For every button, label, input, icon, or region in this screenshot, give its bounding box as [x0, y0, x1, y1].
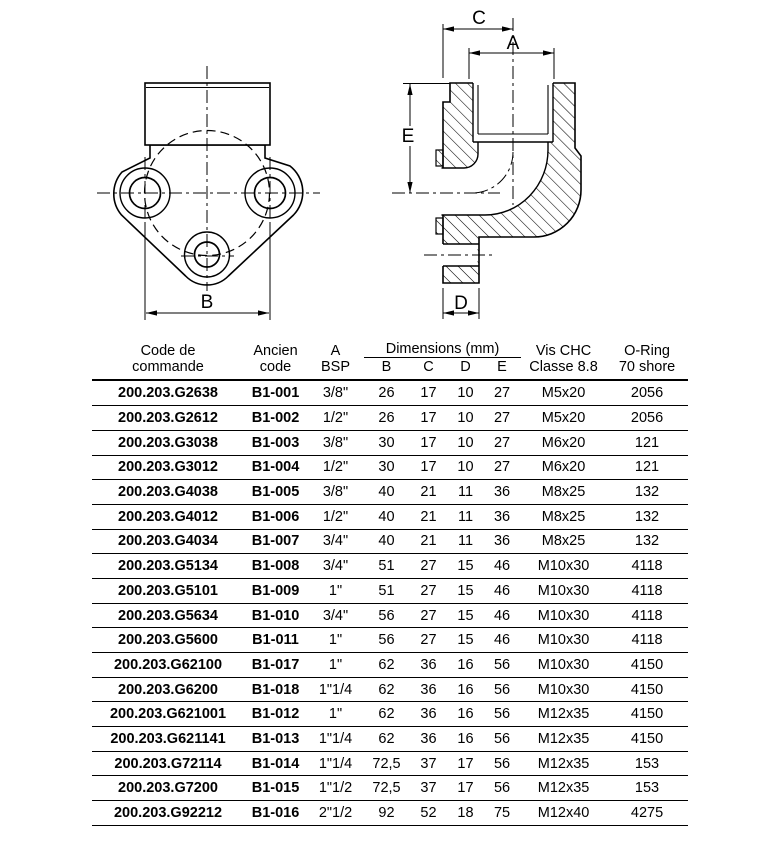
table-row — [92, 430, 688, 455]
table-cell: 11 — [448, 480, 483, 505]
table-cell: 21 — [409, 480, 448, 505]
table-cell: 200.203.G6200 — [92, 677, 244, 702]
table-cell: 3/8" — [307, 380, 364, 405]
table-cell: 132 — [606, 504, 688, 529]
table-cell: 3/8" — [307, 480, 364, 505]
oring-groove-lower — [436, 218, 443, 234]
table-row — [92, 529, 688, 554]
table-cell: 17 — [409, 430, 448, 455]
table-cell: 1" — [307, 628, 364, 653]
header-oring: O-Ring 70 shore — [606, 340, 688, 380]
table-cell: M5x20 — [521, 380, 606, 405]
table-cell: 62 — [364, 702, 409, 727]
table-cell: B1-007 — [244, 529, 307, 554]
table-cell: 27 — [483, 406, 521, 431]
table-cell: 200.203.G4034 — [92, 529, 244, 554]
table-cell: M10x30 — [521, 603, 606, 628]
table-header — [92, 340, 688, 380]
table-cell: 21 — [409, 529, 448, 554]
table-cell: M6x20 — [521, 455, 606, 480]
dim-label-a: A — [506, 33, 520, 54]
table-row — [92, 628, 688, 653]
table-cell: B1-018 — [244, 677, 307, 702]
table-cell: 1"1/4 — [307, 677, 364, 702]
table-cell: B1-015 — [244, 776, 307, 801]
table-cell: 200.203.G2638 — [92, 380, 244, 405]
table-cell: 200.203.G72114 — [92, 751, 244, 776]
table-cell: 10 — [448, 430, 483, 455]
table-cell: 40 — [364, 529, 409, 554]
table-row — [92, 801, 688, 826]
table-cell: 132 — [606, 529, 688, 554]
table-row — [92, 702, 688, 727]
table-cell: 46 — [483, 578, 521, 603]
table-cell: 16 — [448, 702, 483, 727]
table-row — [92, 677, 688, 702]
table-cell: 132 — [606, 480, 688, 505]
table-cell: 1" — [307, 702, 364, 727]
table-cell: 40 — [364, 504, 409, 529]
table-cell: 62 — [364, 653, 409, 678]
header-dim-e: E — [483, 358, 521, 381]
table-cell: 200.203.G621141 — [92, 727, 244, 752]
table-cell: 2056 — [606, 406, 688, 431]
table-cell: 17 — [448, 776, 483, 801]
table-row — [92, 776, 688, 801]
table-cell: 1" — [307, 578, 364, 603]
table-cell: 27 — [483, 430, 521, 455]
table-cell: 3/4" — [307, 554, 364, 579]
table-row — [92, 480, 688, 505]
table-cell: 56 — [364, 603, 409, 628]
table-cell: 200.203.G7200 — [92, 776, 244, 801]
table-cell: B1-014 — [244, 751, 307, 776]
dim-label-d: D — [454, 293, 468, 314]
table-cell: B1-002 — [244, 406, 307, 431]
table-cell: 27 — [409, 554, 448, 579]
table-cell: M5x20 — [521, 406, 606, 431]
dim-label-e: E — [401, 126, 415, 147]
table-cell: M8x25 — [521, 504, 606, 529]
table-cell: 27 — [409, 578, 448, 603]
header-code: Code de commande — [92, 340, 244, 380]
table-cell: M12x35 — [521, 751, 606, 776]
table-cell: 16 — [448, 727, 483, 752]
table-cell: 4118 — [606, 578, 688, 603]
table-cell: 4118 — [606, 628, 688, 653]
table-cell: 4118 — [606, 603, 688, 628]
table-cell: 26 — [364, 406, 409, 431]
table-cell: 200.203.G621001 — [92, 702, 244, 727]
table-cell: 36 — [483, 504, 521, 529]
table-cell: 18 — [448, 801, 483, 826]
table-cell: 3/4" — [307, 529, 364, 554]
table-cell: B1-016 — [244, 801, 307, 826]
table-cell: 4150 — [606, 702, 688, 727]
table-cell: 200.203.G5134 — [92, 554, 244, 579]
table-row — [92, 603, 688, 628]
table-row — [92, 751, 688, 776]
table-cell: M8x25 — [521, 529, 606, 554]
table-cell: 27 — [483, 380, 521, 405]
table-cell: 200.203.G5101 — [92, 578, 244, 603]
table-cell: 17 — [448, 751, 483, 776]
table-cell: 16 — [448, 653, 483, 678]
table-cell: M12x40 — [521, 801, 606, 826]
table-row — [92, 380, 688, 405]
table-cell: 37 — [409, 751, 448, 776]
table-cell: B1-001 — [244, 380, 307, 405]
table-cell: 153 — [606, 751, 688, 776]
table-cell: 3/4" — [307, 603, 364, 628]
table-cell: M10x30 — [521, 677, 606, 702]
table-cell: 37 — [409, 776, 448, 801]
table-cell: 200.203.G3012 — [92, 455, 244, 480]
table-cell: B1-006 — [244, 504, 307, 529]
table-cell: 51 — [364, 554, 409, 579]
table-cell: 17 — [409, 455, 448, 480]
table-cell: 56 — [364, 628, 409, 653]
table-cell: 2056 — [606, 380, 688, 405]
table-cell: 27 — [409, 603, 448, 628]
technical-drawing — [0, 0, 773, 340]
table-cell: 1"1/4 — [307, 727, 364, 752]
table-cell: M12x35 — [521, 702, 606, 727]
oring-groove-upper — [436, 150, 443, 166]
table-cell: 2"1/2 — [307, 801, 364, 826]
table-cell: 15 — [448, 578, 483, 603]
table-cell: 16 — [448, 677, 483, 702]
table-cell: 72,5 — [364, 776, 409, 801]
table-cell: 1/2" — [307, 406, 364, 431]
table-body — [92, 380, 688, 825]
dim-label-b: B — [200, 292, 214, 313]
table-cell: 10 — [448, 455, 483, 480]
dimensions-table — [92, 340, 688, 826]
front-view-drawing — [97, 66, 320, 320]
table-row — [92, 727, 688, 752]
table-cell: 56 — [483, 727, 521, 752]
table-cell: 10 — [448, 380, 483, 405]
table-cell: 75 — [483, 801, 521, 826]
table-row — [92, 504, 688, 529]
table-cell: 1"1/2 — [307, 776, 364, 801]
table-cell: 36 — [409, 702, 448, 727]
table-cell: 4275 — [606, 801, 688, 826]
table-cell: 52 — [409, 801, 448, 826]
table-cell: 200.203.G4038 — [92, 480, 244, 505]
table-cell: 200.203.G3038 — [92, 430, 244, 455]
table-row — [92, 554, 688, 579]
table-row — [92, 406, 688, 431]
table-cell: 1/2" — [307, 455, 364, 480]
table-cell: 15 — [448, 554, 483, 579]
table-cell: 30 — [364, 430, 409, 455]
table-cell: 17 — [409, 380, 448, 405]
table-cell: B1-003 — [244, 430, 307, 455]
flange-outline — [114, 145, 303, 285]
table-cell: 10 — [448, 406, 483, 431]
header-dim-d: D — [448, 358, 483, 381]
table-cell: 1" — [307, 653, 364, 678]
table-cell: 36 — [409, 677, 448, 702]
header-dimensions-group: Dimensions (mm) — [364, 340, 521, 358]
table-cell: 4150 — [606, 653, 688, 678]
table-cell: 92 — [364, 801, 409, 826]
table-cell: 36 — [483, 480, 521, 505]
table-cell: 30 — [364, 455, 409, 480]
table-cell: 56 — [483, 751, 521, 776]
table-cell: M6x20 — [521, 430, 606, 455]
table-cell: M10x30 — [521, 653, 606, 678]
table-cell: 11 — [448, 504, 483, 529]
table-cell: 1/2" — [307, 504, 364, 529]
header-dim-b: B — [364, 358, 409, 381]
table-cell: 40 — [364, 480, 409, 505]
table-cell: 4150 — [606, 727, 688, 752]
section-view-drawing — [392, 8, 581, 319]
table-cell: 200.203.G62100 — [92, 653, 244, 678]
table-cell: B1-008 — [244, 554, 307, 579]
table-cell: 46 — [483, 603, 521, 628]
table-cell: 56 — [483, 677, 521, 702]
table-cell: B1-009 — [244, 578, 307, 603]
table-cell: M10x30 — [521, 628, 606, 653]
dim-label-c: C — [472, 8, 486, 29]
table-row — [92, 653, 688, 678]
table-cell: B1-004 — [244, 455, 307, 480]
table-cell: 36 — [409, 653, 448, 678]
table-cell: B1-011 — [244, 628, 307, 653]
table-cell: 46 — [483, 628, 521, 653]
table-row — [92, 578, 688, 603]
table-cell: 56 — [483, 653, 521, 678]
table-cell: 36 — [409, 727, 448, 752]
table-row — [92, 455, 688, 480]
header-dim-c: C — [409, 358, 448, 381]
table-cell: B1-017 — [244, 653, 307, 678]
table-cell: 200.203.G2612 — [92, 406, 244, 431]
table-cell: M8x25 — [521, 480, 606, 505]
table-cell: B1-005 — [244, 480, 307, 505]
table-cell: 26 — [364, 380, 409, 405]
table-cell: 46 — [483, 554, 521, 579]
table-cell: 200.203.G4012 — [92, 504, 244, 529]
header-ancien-code: Ancien code — [244, 340, 307, 380]
header-vis-chc: Vis CHC Classe 8.8 — [521, 340, 606, 380]
table-cell: M10x30 — [521, 554, 606, 579]
header-a-bsp: A BSP — [307, 340, 364, 380]
table-cell: 200.203.G5634 — [92, 603, 244, 628]
table-cell: 121 — [606, 430, 688, 455]
table-cell: 17 — [409, 406, 448, 431]
table-cell: M12x35 — [521, 727, 606, 752]
table-cell: 121 — [606, 455, 688, 480]
table-cell: 4118 — [606, 554, 688, 579]
table-cell: 56 — [483, 776, 521, 801]
table-cell: 4150 — [606, 677, 688, 702]
table-cell: 3/8" — [307, 430, 364, 455]
table-cell: 62 — [364, 727, 409, 752]
table-cell: 56 — [483, 702, 521, 727]
table-cell: M10x30 — [521, 578, 606, 603]
table-cell: 21 — [409, 504, 448, 529]
table-cell: 153 — [606, 776, 688, 801]
table-cell: M12x35 — [521, 776, 606, 801]
table-cell: 15 — [448, 628, 483, 653]
table-cell: 1"1/4 — [307, 751, 364, 776]
table-cell: 15 — [448, 603, 483, 628]
dimensions-table-wrap — [92, 340, 688, 826]
table-cell: B1-012 — [244, 702, 307, 727]
table-cell: 200.203.G92212 — [92, 801, 244, 826]
table-cell: 200.203.G5600 — [92, 628, 244, 653]
table-cell: 27 — [409, 628, 448, 653]
table-cell: 72,5 — [364, 751, 409, 776]
table-cell: 51 — [364, 578, 409, 603]
table-cell: 11 — [448, 529, 483, 554]
table-cell: 36 — [483, 529, 521, 554]
table-cell: B1-013 — [244, 727, 307, 752]
table-cell: 27 — [483, 455, 521, 480]
table-cell: B1-010 — [244, 603, 307, 628]
table-cell: 62 — [364, 677, 409, 702]
